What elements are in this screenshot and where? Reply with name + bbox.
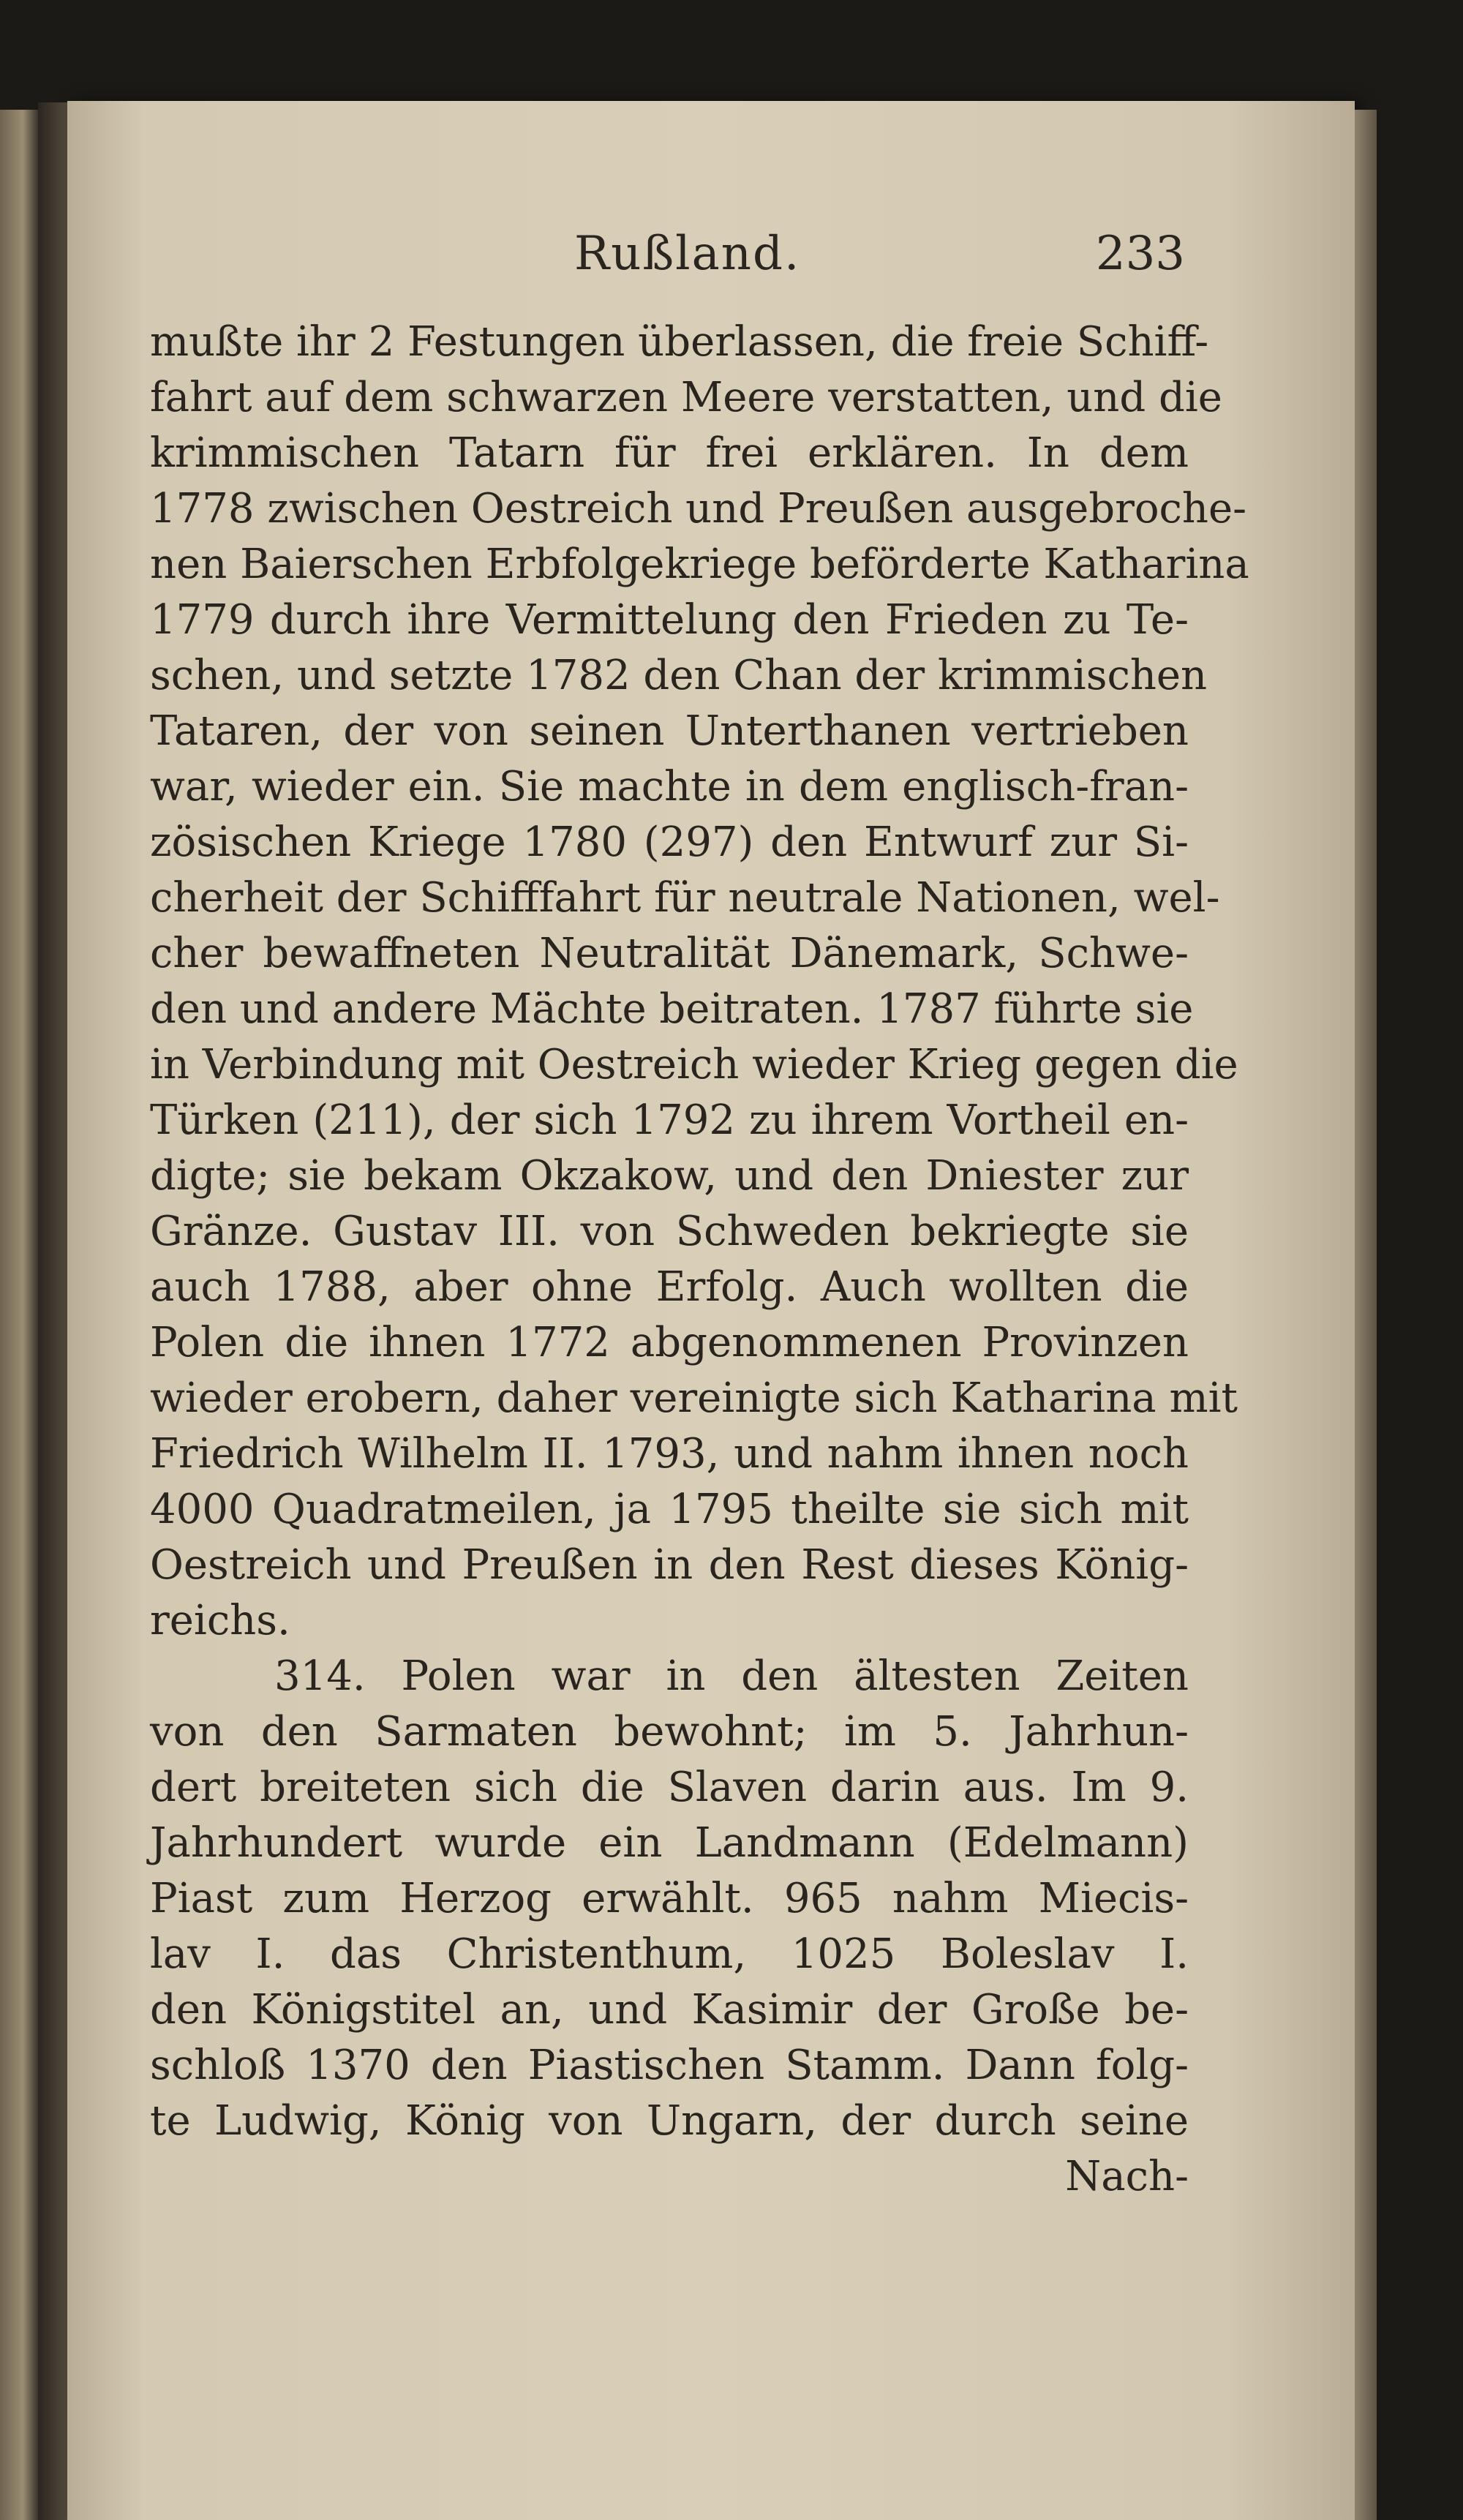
text-line: 1778 zwischen Oestreich und Preußen ausgebroche- [150,485,1247,533]
text-line: von den Sarmaten bewohnt; im 5. Jahrhun- [150,1708,1189,1756]
text-line: nen Baierschen Erbfolgekriege beförderte Katharina [150,541,1249,588]
text-line: schen, und setzte 1782 den Chan der krimmischen [150,652,1208,699]
page-number: 233 [1095,227,1185,281]
text-line: Polen die ihnen 1772 abgenommenen Provinzen [150,1319,1189,1366]
text-line: war, wieder ein. Sie machte in dem englisch-fran- [150,763,1189,810]
text-line: den und andere Mächte beitraten. 1787 führte sie [150,985,1194,1033]
text-line: krimmischen Tatarn für frei erklären. In dem [150,429,1189,477]
text-line: reichs. [150,1597,290,1644]
text-line: schloß 1370 den Piastischen Stamm. Dann folg- [150,2042,1189,2089]
text-line: 1779 durch ihre Vermittelung den Frieden zu Te- [150,596,1189,644]
page-right-edge [1355,110,1377,2520]
text-line: te Ludwig, König von Ungarn, der durch seine [150,2097,1189,2145]
text-line: zösischen Kriege 1780 (297) den Entwurf zur Si- [150,819,1189,866]
text-line: in Verbindung mit Oestreich wieder Krieg gegen die [150,1041,1238,1088]
running-title: Rußland. [574,227,801,281]
text-line: 4000 Quadratmeilen, ja 1795 theilte sie sich mit [150,1486,1189,1533]
text-line: Türken (211), der sich 1792 zu ihrem Vortheil en- [150,1097,1189,1144]
text-line: mußte ihr 2 Festungen überlassen, die freie Schiff- [150,318,1209,366]
text-line: Tataren, der von seinen Unterthanen vertrieben [150,707,1189,755]
text-line: dert breiteten sich die Slaven darin aus. Im 9. [150,1764,1189,1811]
text-line: den Königstitel an, und Kasimir der Große be- [150,1986,1189,2034]
left-page-edge [0,110,38,2520]
text-line: Piast zum Herzog erwählt. 965 nahm Miecis- [150,1875,1189,1922]
text-line: fahrt auf dem schwarzen Meere verstatten, und die [150,374,1222,421]
body-text [150,315,1249,2205]
catchword: Nach- [1065,2153,1189,2200]
text-line: digte; sie bekam Okzakow, und den Dniester zur [150,1152,1189,1200]
text-line: Friedrich Wilhelm II. 1793, und nahm ihnen noch [150,1430,1189,1478]
section-heading-line: 314. Polen war in den ältesten Zeiten [274,1652,1189,1700]
text-line: cher bewaffneten Neutralität Dänemark, Schwe- [150,930,1189,977]
text-line: lav I. das Christenthum, 1025 Boleslav I. [150,1930,1189,1978]
text-line: Jahrhundert wurde ein Landmann (Edelmann) [150,1819,1189,1867]
text-line: Gränze. Gustav III. von Schweden bekriegte sie [150,1208,1189,1255]
text-line: cherheit der Schifffahrt für neutrale Nationen, wel- [150,874,1220,922]
text-line: auch 1788, aber ohne Erfolg. Auch wollten die [150,1263,1189,1311]
page-header [176,227,1185,293]
text-line: wieder erobern, daher vereinigte sich Katharina mit [150,1374,1238,1422]
text-line: Oestreich und Preußen in den Rest dieses König- [150,1541,1189,1589]
